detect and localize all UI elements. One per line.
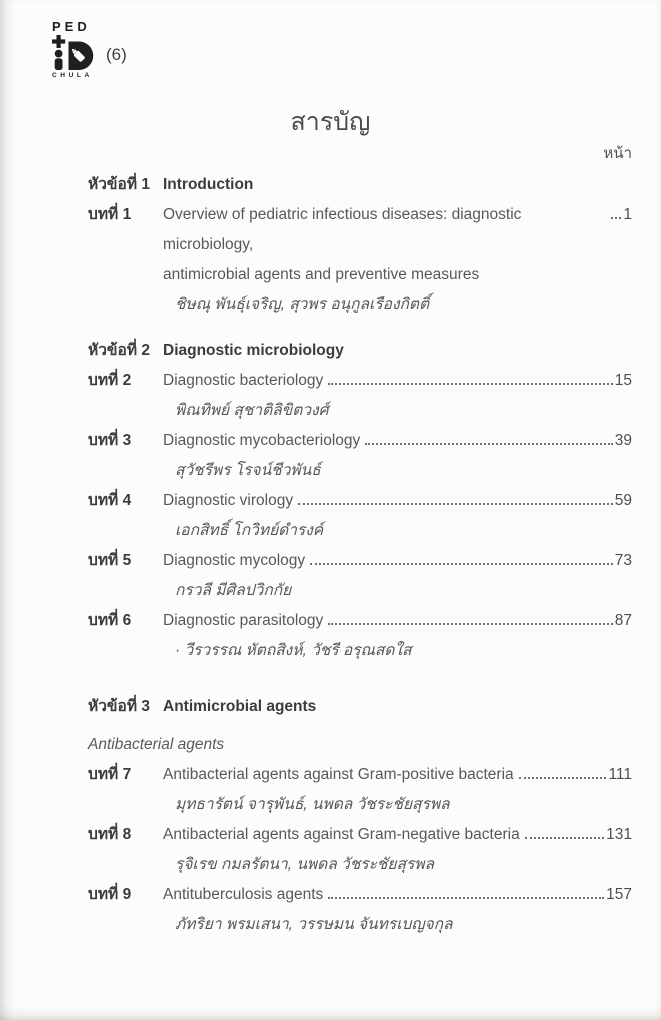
chapter-label: บทที่ 5 <box>88 552 132 569</box>
dot-leader <box>328 370 612 385</box>
chapter-label: บทที่ 3 <box>88 432 132 449</box>
chapter-title: Antibacterial agents against Gram-negative bacteria <box>163 826 520 843</box>
chapter-title: Diagnostic mycology <box>163 552 306 569</box>
chapter-label: บทที่ 9 <box>88 886 132 903</box>
chapter-page-number: 59 <box>614 492 632 509</box>
chapter-page-number: 1 <box>623 206 632 223</box>
chapter-title: Antituberculosis agents <box>163 886 324 903</box>
toc-entry <box>88 366 632 426</box>
section-label: หัวข้อที่ 2 <box>88 342 150 359</box>
dot-leader <box>328 610 612 625</box>
chapter-label: บทที่ 6 <box>88 612 132 629</box>
section-heading <box>88 692 632 722</box>
chapter-label: บทที่ 7 <box>88 766 132 783</box>
chapter-authors-line <box>88 910 632 940</box>
chapter-authors-line <box>88 850 632 880</box>
chapter-page-number: 15 <box>614 372 632 389</box>
chapter-line-continued <box>88 260 632 290</box>
chapter-line <box>88 546 632 576</box>
dot-leader <box>519 764 607 779</box>
chapter-title: Overview of pediatric infectious diseases: diagnostic microbiology, <box>163 206 522 253</box>
brand-block <box>52 20 127 80</box>
toc-entry <box>88 760 632 820</box>
letter-i <box>55 50 63 70</box>
chapter-line <box>88 760 632 790</box>
toc-entry <box>88 486 632 546</box>
chapter-title-line2: antimicrobial agents and preventive measures <box>163 266 480 283</box>
chapter-authors: กรวลี มีศิลปวิกกัย <box>175 582 292 599</box>
chapter-authors-line <box>88 576 632 606</box>
table-of-contents <box>0 164 661 940</box>
chapter-authors: สุวัชรีพร โรจน์ชีวพันธ์ <box>175 462 321 479</box>
chapter-label: บทที่ 4 <box>88 492 132 509</box>
chapter-authors-line <box>88 290 632 320</box>
section-title: Introduction <box>163 176 254 193</box>
chapter-authors-line <box>88 636 632 666</box>
dot-leader <box>310 550 613 565</box>
chapter-title: Diagnostic bacteriology <box>163 372 324 389</box>
logo-ped-text: PED <box>52 19 91 34</box>
toc-entry <box>88 200 632 320</box>
chapter-line <box>88 606 632 636</box>
chapter-title: Diagnostic virology <box>163 492 294 509</box>
chapter-line <box>88 426 632 456</box>
chapter-authors: มุทธารัตน์ จารุพันธ์, นพดล วัชระชัยสุรพล <box>175 796 450 813</box>
dot-leader <box>611 204 621 219</box>
toc-entry <box>88 820 632 880</box>
logo-chula-text: CHULA <box>52 72 93 79</box>
chapter-line <box>88 200 632 260</box>
chapter-authors: พิณทิพย์ สุชาติลิขิตวงศ์ <box>175 402 329 419</box>
chapter-authors: ชิษณุ พันธุ์เจริญ, สุวพร อนุกูลเรืองกิตติ์ <box>175 296 430 313</box>
dot-leader <box>298 490 613 505</box>
page-title: สารบัญ <box>290 108 371 136</box>
chapter-label: บทที่ 2 <box>88 372 132 389</box>
chapter-authors-line <box>88 516 632 546</box>
ped-id-chula-logo <box>52 20 96 80</box>
chapter-line <box>88 486 632 516</box>
plus-icon <box>52 35 65 48</box>
chapter-title: Diagnostic parasitology <box>163 612 324 629</box>
chapter-page-number: 111 <box>608 766 632 783</box>
toc-entry <box>88 880 632 940</box>
chapter-title: Antibacterial agents against Gram-positive bacteria <box>163 766 514 783</box>
section-heading <box>88 336 632 366</box>
chapter-title: Diagnostic mycobacteriology <box>163 432 361 449</box>
chapter-label: บทที่ 1 <box>88 206 132 223</box>
chapter-page-number: 87 <box>614 612 632 629</box>
dot-leader <box>525 824 604 839</box>
toc-entry <box>88 546 632 606</box>
toc-section <box>88 692 632 940</box>
chapter-label: บทที่ 8 <box>88 826 132 843</box>
chapter-authors-line <box>88 396 632 426</box>
chapter-line <box>88 366 632 396</box>
section-title: Antimicrobial agents <box>163 698 317 715</box>
ped-id-logo-mark <box>52 35 96 70</box>
page-column-label: หน้า <box>603 145 632 162</box>
chapter-authors: · วีรวรรณ หัตถสิงห์, วัชรี อรุณสดใส <box>175 642 412 659</box>
chapter-line <box>88 820 632 850</box>
chapter-page-number: 131 <box>606 826 632 843</box>
chapter-authors-line <box>88 790 632 820</box>
section-label: หัวข้อที่ 3 <box>88 698 150 715</box>
toc-entry <box>88 426 632 486</box>
page-number-marker: (6) <box>106 45 127 64</box>
section-label: หัวข้อที่ 1 <box>88 176 150 193</box>
chapter-authors: ภัทริยา พรมเสนา, วรรษมน จันทรเบญจกุล <box>175 916 453 933</box>
chapter-page-number: 73 <box>614 552 632 569</box>
chapter-authors-line <box>88 456 632 486</box>
toc-section <box>88 336 632 666</box>
section-title: Diagnostic microbiology <box>163 342 344 359</box>
dot-leader <box>328 884 604 899</box>
section-subheading: Antibacterial agents <box>88 736 225 753</box>
toc-section <box>88 170 632 320</box>
section-heading <box>88 170 632 200</box>
chapter-page-number: 39 <box>614 432 632 449</box>
toc-entry <box>88 606 632 666</box>
chapter-authors: เอกสิทธิ์ โกวิทย์ดำรงค์ <box>175 522 324 539</box>
chapter-authors: รุจิเรข กมลรัตนา, นพดล วัชระชัยสุรพล <box>175 856 434 873</box>
chapter-page-number: 157 <box>606 886 632 903</box>
chapter-line <box>88 880 632 910</box>
dot-leader <box>365 430 612 445</box>
